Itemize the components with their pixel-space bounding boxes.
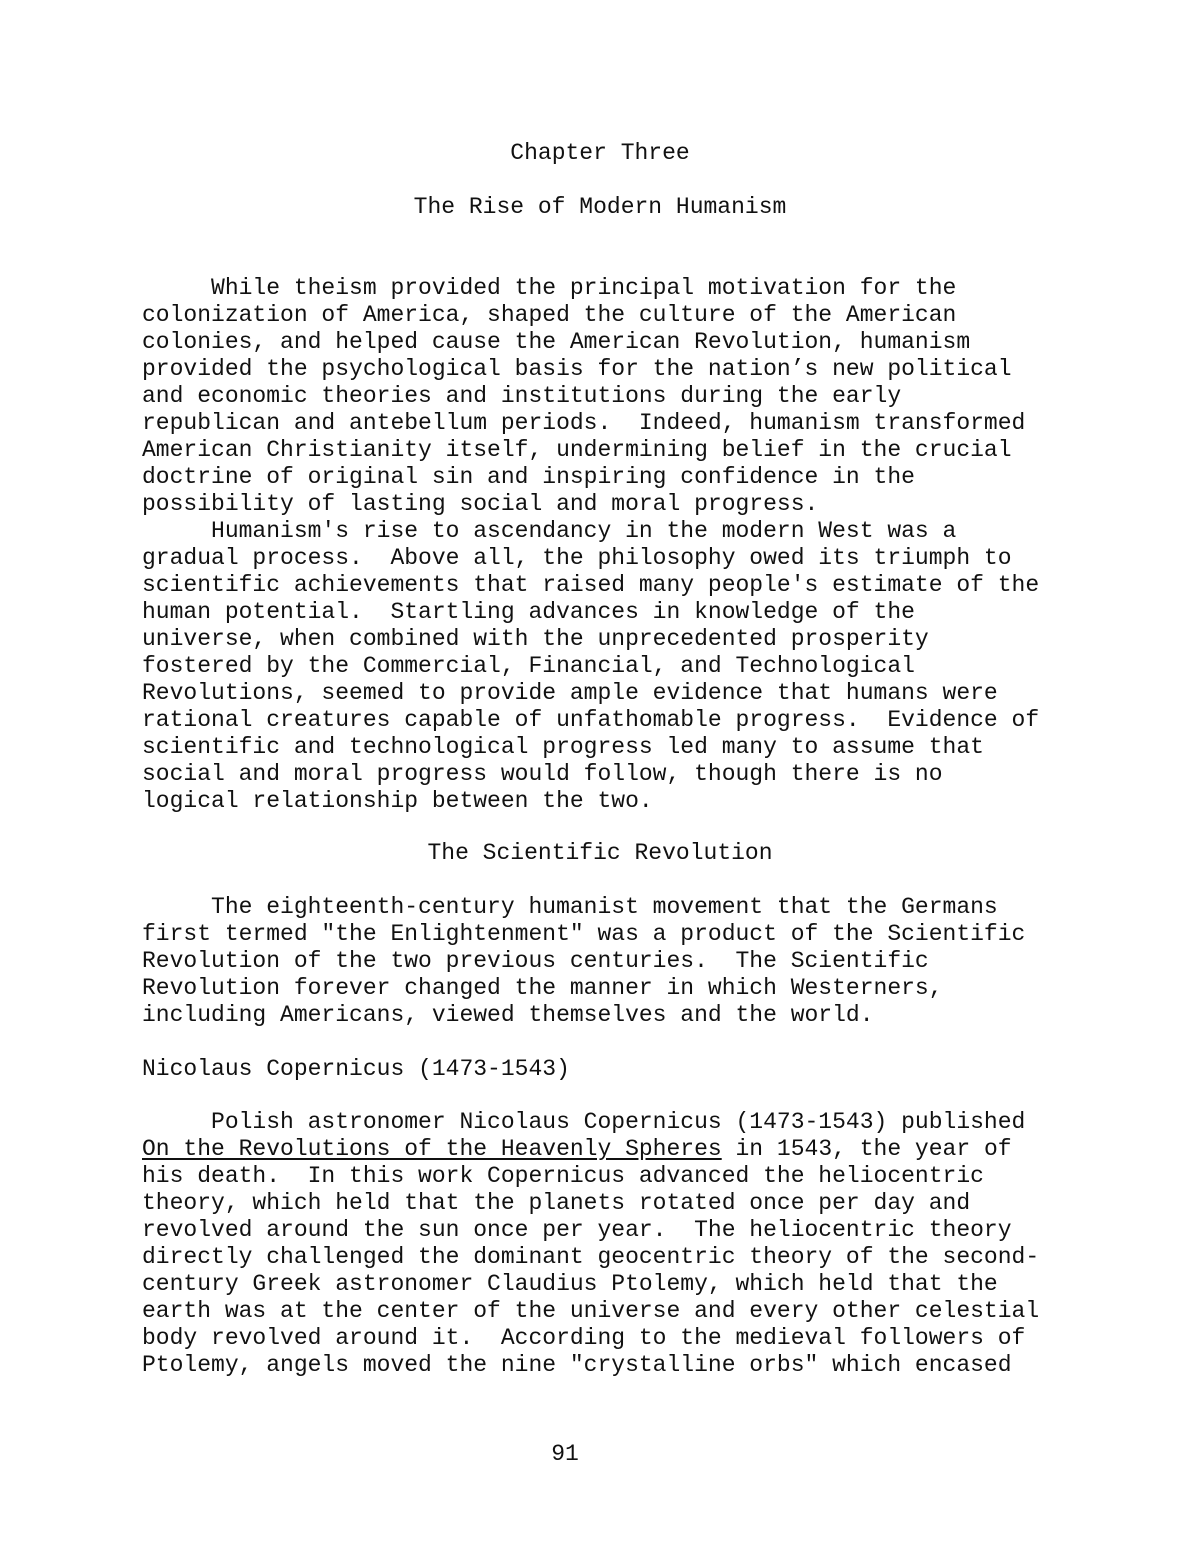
text-line: directly challenged the dominant geocentric theory of the second- <box>142 1244 1040 1270</box>
text-line: Polish astronomer Nicolaus Copernicus (1473-1543) published <box>142 1109 1026 1135</box>
text-line: scientific and technological progress led many to assume that <box>142 734 984 760</box>
text-line: fostered by the Commercial, Financial, and Technological <box>142 653 915 679</box>
page-number: 91 <box>551 1441 579 1467</box>
book-title: On the Revolutions of the Heavenly Spheres <box>142 1136 722 1162</box>
text-line: human potential. Startling advances in knowledge of the <box>142 599 915 625</box>
text-line: scientific achievements that raised many people's estimate of the <box>142 572 1040 598</box>
text-line: Ptolemy, angels moved the nine "crystalline orbs" which encased <box>142 1352 1012 1378</box>
text-line: gradual process. Above all, the philosophy owed its triumph to <box>142 545 1012 571</box>
text-line: universe, when combined with the unprecedented prosperity <box>142 626 929 652</box>
text-line: Revolution of the two previous centuries. The Scientific <box>142 948 929 974</box>
text-line: The eighteenth-century humanist movement that the Germans <box>142 894 998 920</box>
text-line: social and moral progress would follow, though there is no <box>142 761 943 787</box>
text-line: rational creatures capable of unfathomable progress. Evidence of <box>142 707 1040 733</box>
chapter-title: The Rise of Modern Humanism <box>413 194 787 220</box>
text-line: century Greek astronomer Claudius Ptolemy, which held that the <box>142 1271 998 1297</box>
text-line: Revolutions, seemed to provide ample evidence that humans were <box>142 680 998 706</box>
text-line: doctrine of original sin and inspiring confidence in the <box>142 464 915 490</box>
text-line <box>142 1136 1012 1163</box>
text-line: Humanism's rise to ascendancy in the modern West was a <box>142 518 957 544</box>
text-line: While theism provided the principal motivation for the <box>142 275 957 301</box>
text-line: colonies, and helped cause the American Revolution, humanism <box>142 329 971 355</box>
text-line: first termed "the Enlightenment" was a product of the Scientific <box>142 921 1026 947</box>
text-fragment: in 1543, the year of <box>721 1136 1012 1162</box>
chapter-label: Chapter Three <box>510 140 690 166</box>
text-line: republican and antebellum periods. Indeed, humanism transformed <box>142 410 1026 436</box>
text-line: Revolution forever changed the manner in which Westerners, <box>142 975 943 1001</box>
text-line: revolved around the sun once per year. The heliocentric theory <box>142 1217 1012 1243</box>
section-heading: The Scientific Revolution <box>427 840 773 866</box>
text-line: American Christianity itself, undermining belief in the crucial <box>142 437 1012 463</box>
text-line: body revolved around it. According to the medieval followers of <box>142 1325 1026 1351</box>
text-line: theory, which held that the planets rotated once per day and <box>142 1190 971 1216</box>
subheading: Nicolaus Copernicus (1473-1543) <box>142 1056 570 1082</box>
text-line: possibility of lasting social and moral progress. <box>142 491 819 517</box>
text-line: provided the psychological basis for the nation’s new political <box>142 356 1012 382</box>
text-line: and economic theories and institutions during the early <box>142 383 902 409</box>
text-line: colonization of America, shaped the culture of the American <box>142 302 957 328</box>
text-line: logical relationship between the two. <box>142 788 653 814</box>
text-line: including Americans, viewed themselves and the world. <box>142 1002 874 1028</box>
text-line: his death. In this work Copernicus advanced the heliocentric <box>142 1163 984 1189</box>
text-line: earth was at the center of the universe and every other celestial <box>142 1298 1040 1324</box>
